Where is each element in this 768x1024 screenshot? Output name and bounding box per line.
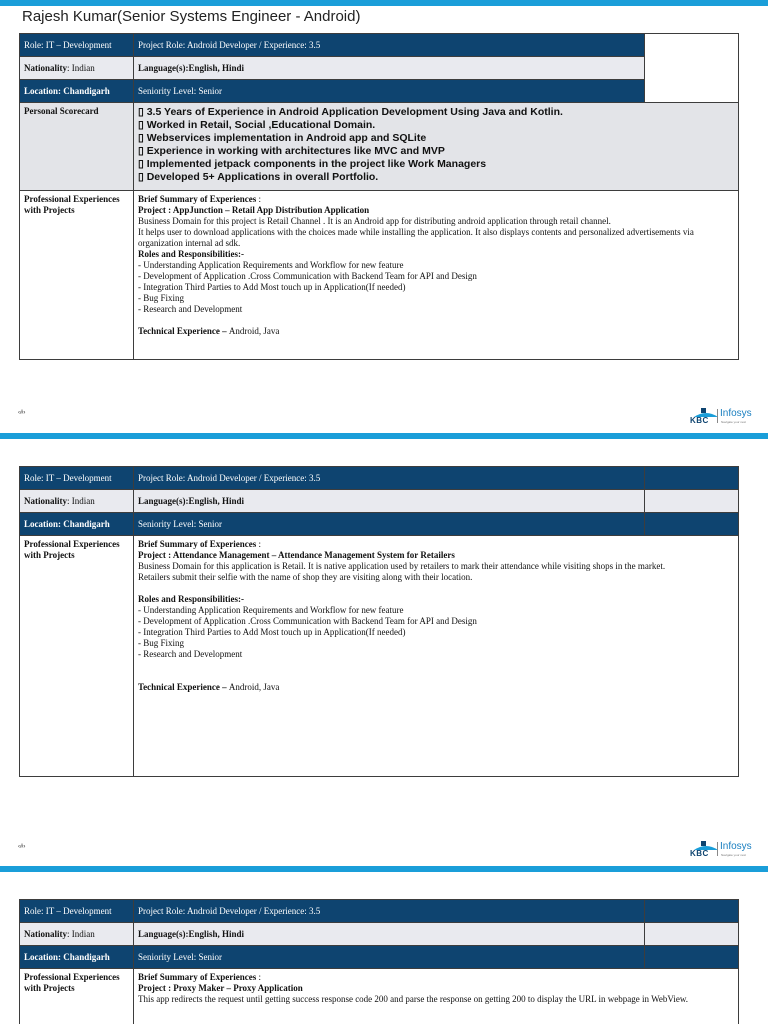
project-role-cell: Project Role: Android Developer / Experience: 3.5 xyxy=(134,34,645,57)
summary-label: Brief Summary of Experiences xyxy=(138,972,257,982)
kbc-infosys-logo xyxy=(688,406,754,426)
summary-heading xyxy=(138,539,734,550)
technical-experience xyxy=(138,326,734,337)
slide-separator-bar xyxy=(0,866,768,872)
project-description: Retailers submit their selfie with the name of shop they are visiting along with their location. xyxy=(138,572,473,582)
infosys-wordmark: Infosys xyxy=(720,841,752,852)
role-row xyxy=(20,900,739,923)
languages-cell: Language(s):English, Hindi xyxy=(134,57,645,80)
logo-divider xyxy=(717,842,718,856)
slide-separator-bar xyxy=(0,433,768,439)
location-row xyxy=(20,513,739,536)
nationality-row xyxy=(20,57,739,80)
page-title: Rajesh Kumar(Senior Systems Engineer - Android) xyxy=(22,8,361,25)
roles-heading: Roles and Responsibilities:- xyxy=(138,249,245,259)
empty-cell xyxy=(645,513,739,536)
project-title: Project : Attendance Management – Attendance Management System for Retailers xyxy=(138,550,455,560)
kbc-infosys-logo xyxy=(688,839,754,859)
project-description: Business Domain for this project is Retail Channel . It is an Android app for distributing android application through retail channel. xyxy=(138,216,611,226)
summary-heading xyxy=(138,194,734,205)
project-title: Project : Proxy Maker – Proxy Application xyxy=(138,983,303,993)
scorecard-label: Personal Scorecard xyxy=(20,103,134,191)
experience-content xyxy=(134,191,739,360)
responsibility-item: - Research and Development xyxy=(138,649,243,659)
slide-number: ‹#› xyxy=(18,410,26,416)
role-cell: Role: IT – Development xyxy=(20,467,134,490)
kbc-wordmark: KBC xyxy=(690,849,709,858)
project-role-cell: Project Role: Android Developer / Experience: 3.5 xyxy=(134,467,645,490)
profile-table-1 xyxy=(19,33,739,360)
seniority-cell: Seniority Level: Senior xyxy=(134,80,645,103)
technical-experience xyxy=(138,682,734,693)
location-row xyxy=(20,946,739,969)
scorecard-item: ▯ Implemented jetpack components in the project like Work Managers xyxy=(138,158,487,170)
project-description: It helps user to download applications with the choices made while installing the application. It also displays contents and personalized advertisements via organization internal ad sdk. xyxy=(138,227,694,248)
nationality-label: Nationality xyxy=(24,62,68,73)
responsibility-item: - Development of Application .Cross Communication with Backend Team for API and Design xyxy=(138,271,477,281)
empty-cell xyxy=(645,490,739,513)
nationality-cell xyxy=(20,57,134,80)
project-role-cell: Project Role: Android Developer / Experience: 3.5 xyxy=(134,900,645,923)
experience-label: Professional Experiences with Projects xyxy=(20,191,134,360)
scorecard-row xyxy=(20,103,739,191)
project-description: This app redirects the request until getting success response code 200 and parse the response on getting 200 to display the URL in webpage in WebView. xyxy=(138,994,689,1004)
project-title: Project : AppJunction – Retail App Distribution Application xyxy=(138,205,370,215)
scorecard-list xyxy=(134,103,739,191)
tech-label: Technical Experience – xyxy=(138,682,229,692)
infosys-wordmark: Infosys xyxy=(720,408,752,419)
experience-row xyxy=(20,536,739,777)
tech-label: Technical Experience – xyxy=(138,326,229,336)
experience-label: Professional Experiences with Projects xyxy=(20,969,134,1024)
empty-cell xyxy=(645,900,739,923)
location-row xyxy=(20,80,739,103)
nationality-value: : Indian xyxy=(67,495,95,506)
roles-heading: Roles and Responsibilities:- xyxy=(138,594,245,604)
logo-divider xyxy=(717,409,718,423)
languages-cell: Language(s):English, Hindi xyxy=(134,490,645,513)
slide-number: ‹#› xyxy=(18,844,26,850)
nationality-label: Nationality xyxy=(24,928,68,939)
photo-cell xyxy=(645,34,739,103)
responsibility-item: - Development of Application .Cross Communication with Backend Team for API and Design xyxy=(138,616,477,626)
responsibility-item: - Integration Third Parties to Add Most touch up in Application(If needed) xyxy=(138,627,406,637)
profile-table-2 xyxy=(19,466,739,777)
seniority-cell: Seniority Level: Senior xyxy=(134,513,645,536)
location-cell: Location: Chandigarh xyxy=(20,513,134,536)
location-cell: Location: Chandigarh xyxy=(20,946,134,969)
nationality-row xyxy=(20,490,739,513)
nationality-cell xyxy=(20,923,134,946)
location-cell: Location: Chandigarh xyxy=(20,80,134,103)
summary-label: Brief Summary of Experiences xyxy=(138,539,257,549)
scorecard-item: ▯ Webservices implementation in Android app and SQLite xyxy=(138,132,427,144)
project-description: Business Domain for this application is Retail. It is native application used by retailers to mark their attendance while visiting shops in the market. xyxy=(138,561,666,571)
role-cell: Role: IT – Development xyxy=(20,34,134,57)
scorecard-item: ▯ Developed 5+ Applications in overall Portfolio. xyxy=(138,171,379,183)
scorecard-item: ▯ Experience in working with architectures like MVC and MVP xyxy=(138,145,445,157)
responsibility-item: - Research and Development xyxy=(138,304,243,314)
summary-colon: : xyxy=(256,972,261,982)
responsibility-item: - Understanding Application Requirements and Workflow for new feature xyxy=(138,260,404,270)
experience-label: Professional Experiences with Projects xyxy=(20,536,134,777)
responsibility-item: - Understanding Application Requirements and Workflow for new feature xyxy=(138,605,404,615)
tech-value: Android, Java xyxy=(228,326,280,336)
nationality-row xyxy=(20,923,739,946)
role-cell: Role: IT – Development xyxy=(20,900,134,923)
experience-content xyxy=(134,969,739,1024)
tech-value: Android, Java xyxy=(228,682,280,692)
responsibility-item: - Bug Fixing xyxy=(138,638,185,648)
summary-label: Brief Summary of Experiences xyxy=(138,194,257,204)
profile-table-3 xyxy=(19,899,739,1024)
top-accent-bar xyxy=(0,0,768,6)
experience-row xyxy=(20,969,739,1024)
responsibility-item: - Bug Fixing xyxy=(138,293,185,303)
empty-cell xyxy=(645,467,739,490)
role-row xyxy=(20,34,739,57)
role-row xyxy=(20,467,739,490)
nationality-label: Nationality xyxy=(24,495,68,506)
nationality-value: : Indian xyxy=(67,62,95,73)
nationality-value: : Indian xyxy=(67,928,95,939)
empty-cell xyxy=(645,923,739,946)
responsibility-item: - Integration Third Parties to Add Most touch up in Application(If needed) xyxy=(138,282,406,292)
infosys-tagline: Navigate your next xyxy=(721,853,747,857)
infosys-tagline: Navigate your next xyxy=(721,420,747,424)
kbc-wordmark: KBC xyxy=(690,416,709,425)
summary-colon: : xyxy=(256,539,261,549)
scorecard-item: ▯ Worked in Retail, Social ,Educational Domain. xyxy=(138,119,376,131)
experience-row xyxy=(20,191,739,360)
empty-cell xyxy=(645,946,739,969)
scorecard-item: ▯ 3.5 Years of Experience in Android Application Development Using Java and Kotlin. xyxy=(138,106,563,118)
experience-content xyxy=(134,536,739,777)
seniority-cell: Seniority Level: Senior xyxy=(134,946,645,969)
languages-cell: Language(s):English, Hindi xyxy=(134,923,645,946)
summary-colon: : xyxy=(256,194,261,204)
nationality-cell xyxy=(20,490,134,513)
summary-heading xyxy=(138,972,734,983)
